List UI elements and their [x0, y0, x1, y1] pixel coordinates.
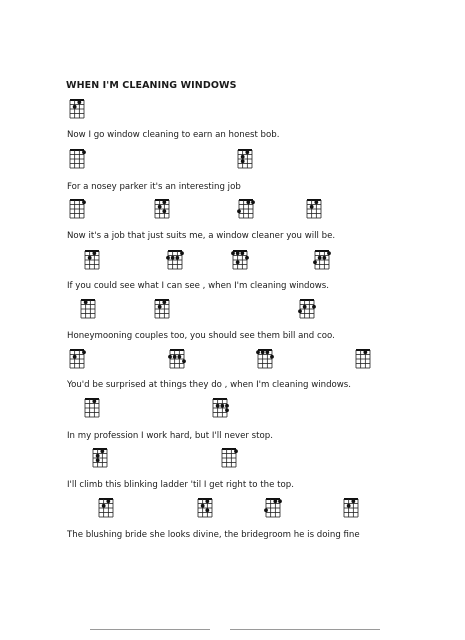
chord-diagram	[239, 199, 253, 219]
lyric-line-6: You'd be surprised at things they do , when I'm cleaning windows.	[67, 380, 352, 390]
chord-finger-dot	[82, 150, 86, 154]
chord-finger-dot	[225, 404, 229, 408]
chord-finger-dot	[270, 355, 274, 359]
chord-grid	[307, 199, 321, 219]
chord-diagram	[213, 398, 227, 418]
chord-grid	[70, 349, 84, 369]
chord-grid	[258, 349, 272, 369]
chord-grid	[356, 349, 370, 369]
chord-finger-dot	[245, 150, 249, 154]
chord-finger-dot	[236, 260, 240, 264]
chord-finger-dot	[318, 256, 322, 260]
chord-finger-dot	[205, 508, 209, 512]
lyric-line-3: Now it's a job that just suits me, a window cleaner you will be.	[67, 231, 336, 241]
chord-grid	[170, 349, 184, 369]
chord-finger-dot	[327, 251, 331, 255]
chord-finger-dot	[100, 449, 104, 453]
chord-diagram	[70, 349, 84, 369]
chord-diagram	[300, 299, 314, 319]
chord-grid	[238, 149, 252, 169]
chord-finger-dot	[92, 399, 96, 403]
chord-grid	[155, 199, 169, 219]
chord-finger-dot	[245, 256, 249, 260]
chord-grid	[315, 250, 329, 270]
chord-grid	[266, 498, 280, 518]
scan-edge-line	[230, 629, 380, 630]
chord-finger-dot	[88, 256, 92, 260]
chord-finger-dot	[158, 205, 162, 209]
lyric-line-9: The blushing bride she looks divine, the bridegroom he is doing fine	[67, 530, 360, 540]
chord-grid	[233, 250, 247, 270]
chord-diagram	[233, 250, 247, 270]
chord-finger-dot	[92, 251, 96, 255]
chord-grid	[70, 99, 84, 119]
chord-finger-dot	[264, 508, 268, 512]
chord-finger-dot	[310, 205, 314, 209]
chord-finger-dot	[166, 256, 170, 260]
chord-diagram	[356, 349, 370, 369]
chord-finger-dot	[278, 499, 282, 503]
lyric-line-8: I'll climb this blinking ladder 'til I get right to the top.	[67, 480, 294, 490]
chord-grid	[70, 149, 84, 169]
chord-finger-dot	[158, 305, 162, 309]
chord-diagram	[85, 250, 99, 270]
chord-finger-dot	[82, 200, 86, 204]
chord-grid	[81, 299, 95, 319]
song-title: WHEN I'M CLEANING WINDOWS	[66, 80, 237, 91]
chord-finger-dot	[236, 251, 240, 255]
chord-grid	[300, 299, 314, 319]
chord-finger-dot	[241, 155, 245, 159]
chord-finger-dot	[162, 209, 166, 213]
chord-finger-dot	[225, 408, 229, 412]
chord-grid	[99, 498, 113, 518]
lyric-line-4: If you could see what I can see , when I'm cleaning windows.	[67, 281, 330, 291]
lyric-line-1: Now I go window cleaning to earn an honest bob.	[67, 130, 280, 140]
chord-finger-dot	[298, 309, 302, 313]
chord-finger-dot	[234, 449, 238, 453]
chord-finger-dot	[175, 256, 179, 260]
chord-diagram	[85, 398, 99, 418]
lyric-line-7: In my profession I work hard, but I'll never stop.	[67, 431, 273, 441]
chord-diagram	[81, 299, 95, 319]
chord-finger-dot	[322, 256, 326, 260]
chord-diagram	[344, 498, 358, 518]
chord-diagram	[315, 250, 329, 270]
chord-grid	[344, 498, 358, 518]
chord-finger-dot	[171, 256, 175, 260]
lyric-line-5: Honeymooning couples too, you should see them bill and coo.	[67, 331, 335, 341]
lyric-line-2: For a nosey parker it's an interesting job	[67, 182, 241, 192]
chord-diagram	[258, 349, 272, 369]
chord-finger-dot	[73, 105, 77, 109]
chord-finger-dot	[180, 251, 184, 255]
chord-diagram	[155, 199, 169, 219]
chord-finger-dot	[265, 350, 269, 354]
chord-finger-dot	[73, 355, 77, 359]
chord-finger-dot	[220, 404, 224, 408]
chord-finger-dot	[312, 305, 316, 309]
chord-finger-dot	[237, 209, 241, 213]
chord-grid	[93, 448, 107, 468]
chord-finger-dot	[363, 350, 367, 354]
chord-finger-dot	[96, 454, 100, 458]
chord-finger-dot	[273, 499, 277, 503]
chord-finger-dot	[177, 355, 181, 359]
chord-finger-dot	[303, 305, 307, 309]
chord-grid	[85, 250, 99, 270]
chord-diagram	[70, 149, 84, 169]
chord-finger-dot	[314, 200, 318, 204]
chord-diagram	[170, 349, 184, 369]
chord-finger-dot	[241, 159, 245, 163]
chord-finger-dot	[240, 251, 244, 255]
chord-diagram	[99, 498, 113, 518]
chord-finger-dot	[246, 200, 250, 204]
chord-finger-dot	[84, 300, 88, 304]
scan-edge-line	[90, 629, 210, 630]
chord-finger-dot	[261, 350, 265, 354]
chord-finger-dot	[162, 300, 166, 304]
chord-finger-dot	[216, 404, 220, 408]
chord-diagram	[155, 299, 169, 319]
chord-finger-dot	[102, 504, 106, 508]
chord-grid	[85, 398, 99, 418]
chord-finger-dot	[205, 499, 209, 503]
chord-finger-dot	[231, 251, 235, 255]
chord-finger-dot	[106, 499, 110, 503]
chord-finger-dot	[347, 504, 351, 508]
chord-diagram	[70, 199, 84, 219]
chord-grid	[155, 299, 169, 319]
chord-diagram	[168, 250, 182, 270]
chord-finger-dot	[162, 200, 166, 204]
chord-finger-dot	[168, 355, 172, 359]
chord-grid	[70, 199, 84, 219]
chord-diagram	[222, 448, 236, 468]
chord-diagram	[307, 199, 321, 219]
chord-finger-dot	[256, 350, 260, 354]
chord-grid	[168, 250, 182, 270]
chord-finger-dot	[351, 499, 355, 503]
chord-finger-dot	[251, 200, 255, 204]
chord-grid	[239, 199, 253, 219]
chord-finger-dot	[201, 504, 205, 508]
chord-finger-dot	[173, 355, 177, 359]
chord-finger-dot	[96, 458, 100, 462]
chord-diagram	[70, 99, 84, 119]
chord-grid	[213, 398, 227, 418]
chord-grid	[222, 448, 236, 468]
chord-finger-dot	[82, 350, 86, 354]
chord-diagram	[238, 149, 252, 169]
chord-grid	[198, 498, 212, 518]
chord-diagram	[198, 498, 212, 518]
chord-finger-dot	[313, 260, 317, 264]
chord-diagram	[93, 448, 107, 468]
chord-finger-dot	[77, 100, 81, 104]
chord-finger-dot	[182, 359, 186, 363]
chord-diagram	[266, 498, 280, 518]
